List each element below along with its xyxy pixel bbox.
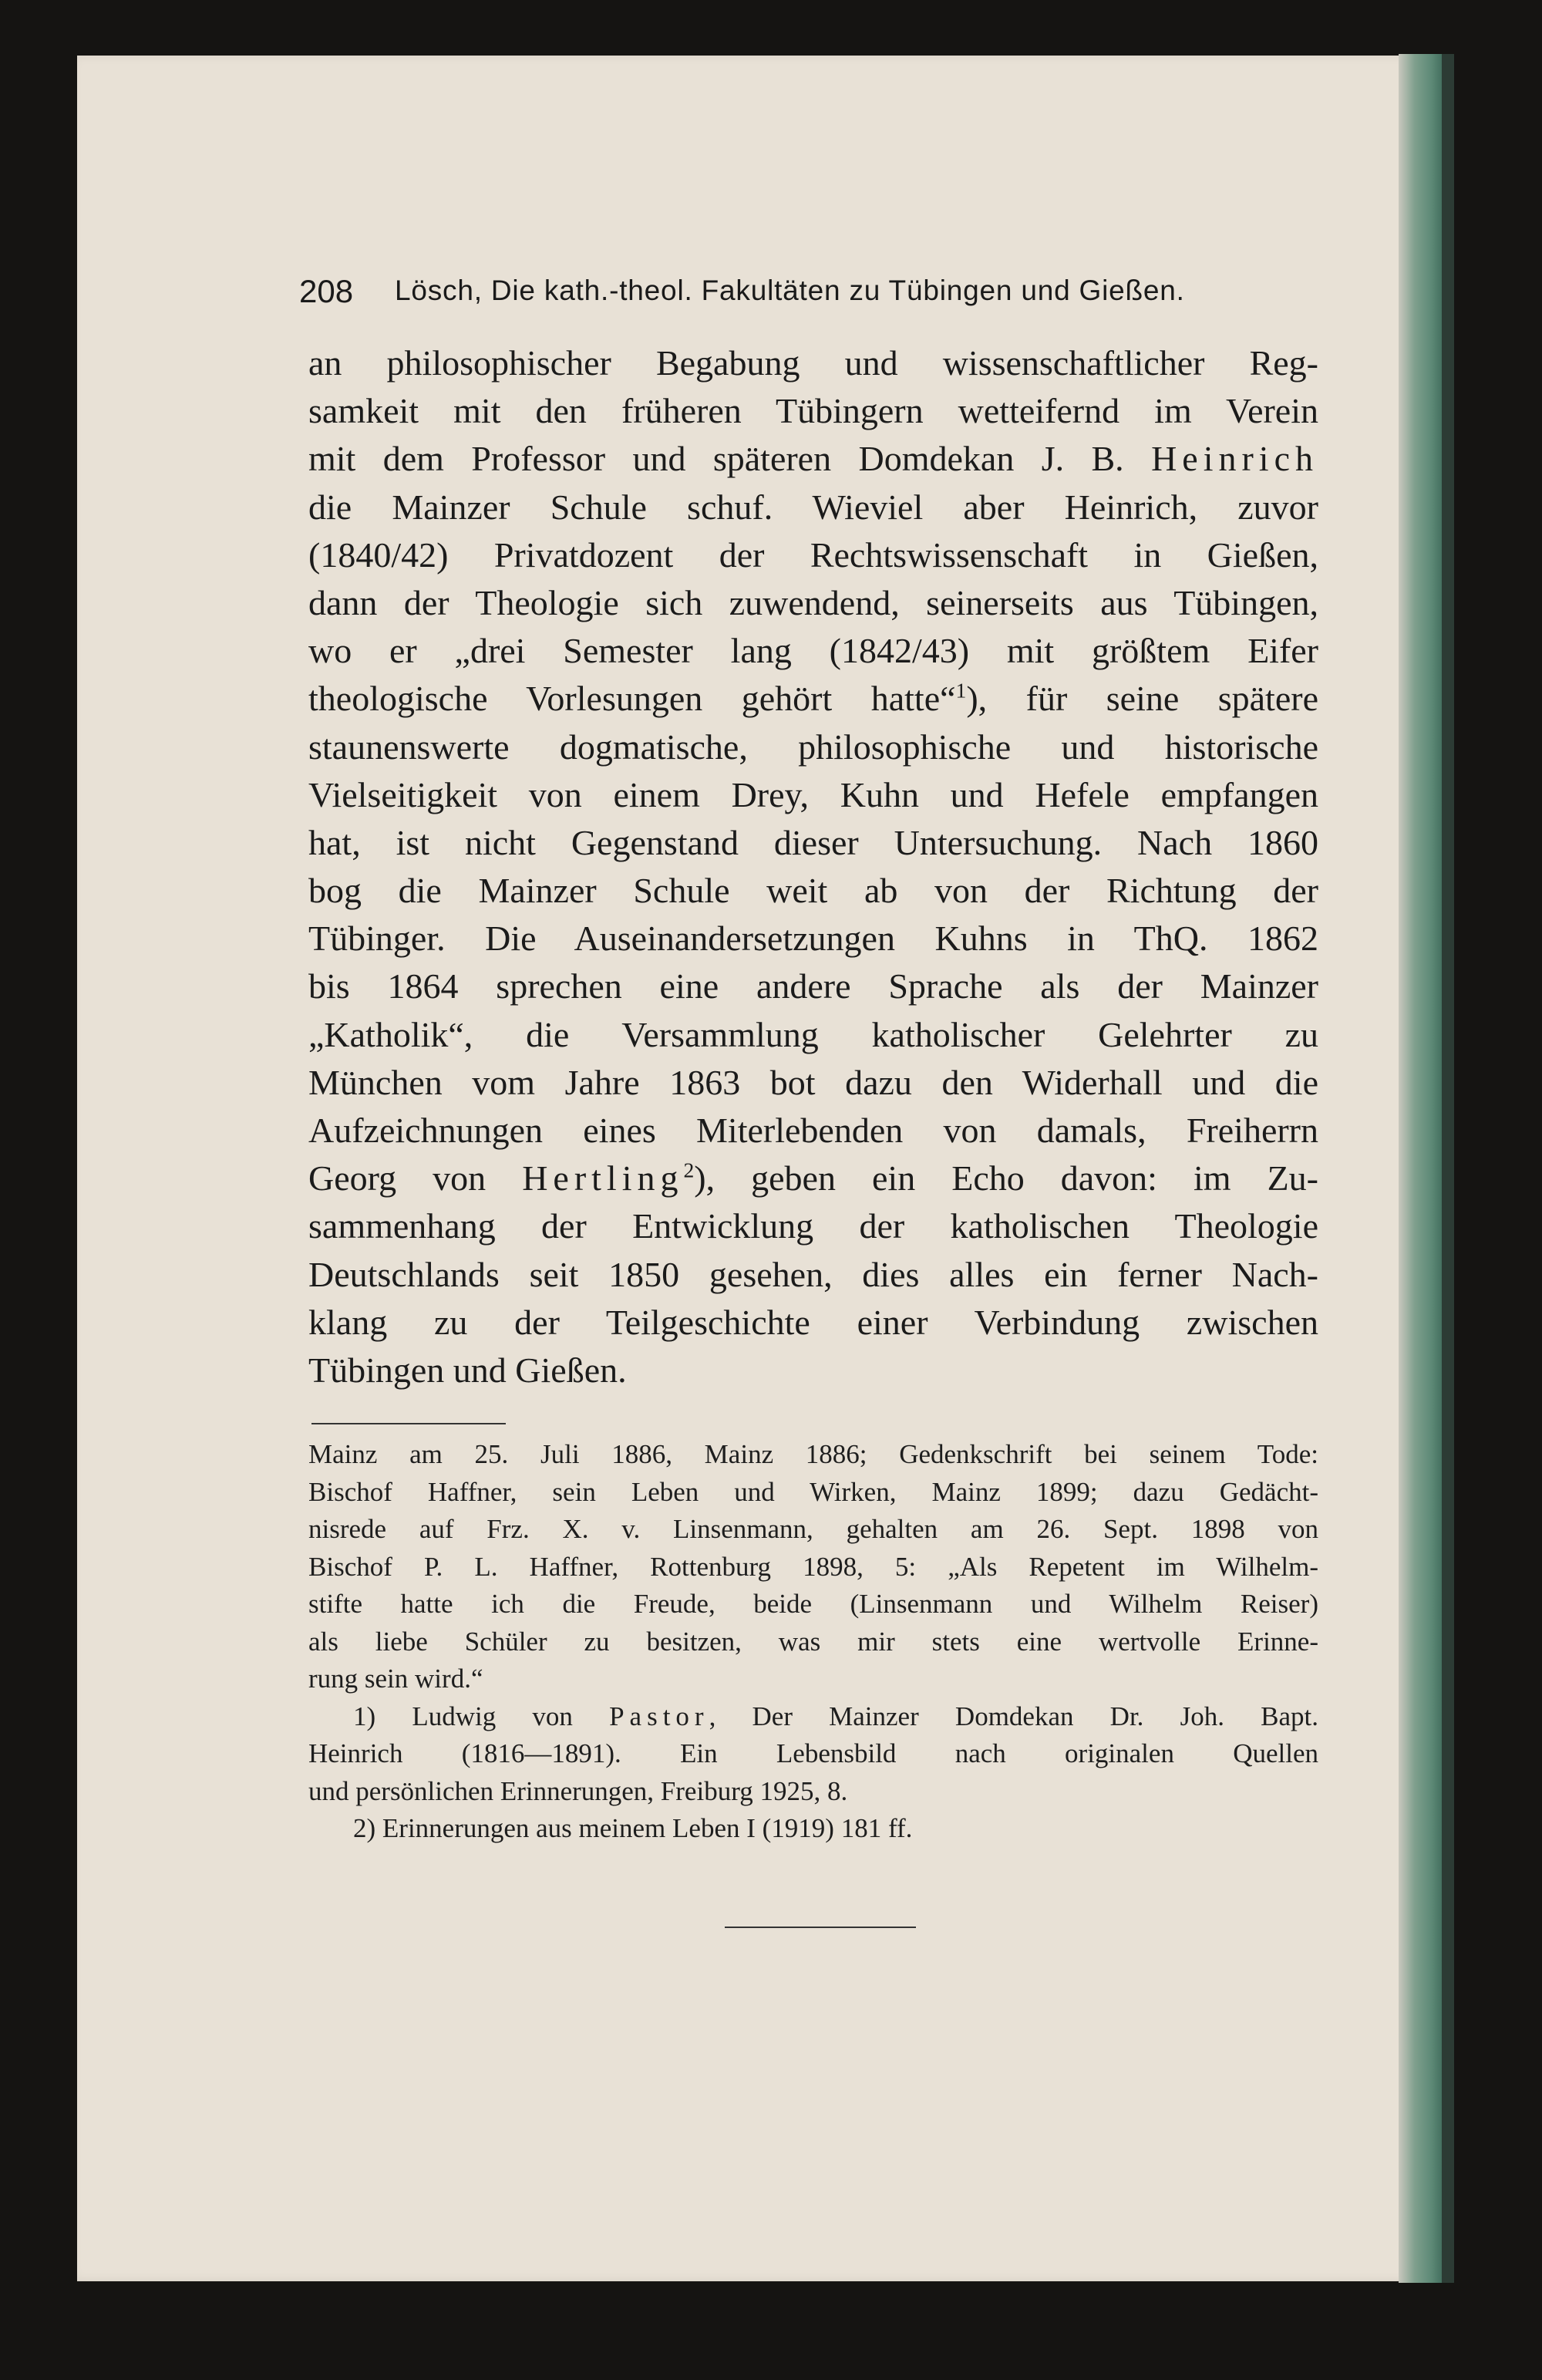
text-line: Tübinger. Die Auseinandersetzungen Kuhns in ThQ. 1862 xyxy=(308,919,1318,959)
footnotes xyxy=(308,1436,1318,1848)
footnote-line: Bischof Haffner, sein Leben und Wirken, Mainz 1899; dazu Gedächt- xyxy=(308,1476,1318,1507)
footnote-ref-2: 2 xyxy=(683,1158,695,1182)
footnote-line: stifte hatte ich die Freude, beide (Linsenmann und Wilhelm Reiser) xyxy=(308,1589,1318,1619)
page-number: 208 xyxy=(299,273,354,309)
footnote-line: Mainz am 25. Juli 1886, Mainz 1886; Gedenkschrift bei seinem Tode: xyxy=(308,1439,1318,1469)
text-line: die Mainzer Schule schuf. Wieviel aber Heinrich, zuvor xyxy=(308,487,1318,527)
footnote-1 xyxy=(308,1698,1318,1736)
footnote-line: Bischof P. L. Haffner, Rottenburg 1898, 5: „Als Repetent im Wilhelm- xyxy=(308,1551,1318,1582)
text-line: an philosophischer Begabung und wissenschaftlicher Reg- xyxy=(308,343,1318,383)
spaced-name-hertling: Hertling xyxy=(522,1158,684,1198)
text-line: hat, ist nicht Gegenstand dieser Untersuchung. Nach 1860 xyxy=(308,822,1318,862)
text-segment: , Der Mainzer Domdekan Dr. Joh. Bapt. xyxy=(709,1701,1318,1731)
text-line: Tübingen und Gießen. xyxy=(308,1350,627,1390)
text-line: „Katholik“, die Versammlung katholischer Gelehrter zu xyxy=(308,1014,1318,1054)
text-line: sammenhang der Entwicklung der katholischen Theologie xyxy=(308,1206,1318,1246)
text-line: bog die Mainzer Schule weit ab von der Richtung der xyxy=(308,871,1318,911)
footnote-2: 2) Erinnerungen aus meinem Leben I (1919) 181 ff. xyxy=(353,1813,913,1843)
text-line: Vielseitigkeit von einem Drey, Kuhn und Hefele empfangen xyxy=(308,774,1318,814)
footnote-line: als liebe Schüler zu besitzen, was mir stets eine wertvolle Erinne- xyxy=(308,1626,1318,1657)
text-segment: ), geben ein Echo davon: im Zu- xyxy=(694,1158,1318,1198)
text-segment: mit dem Professor und späteren Domdekan J. B. xyxy=(308,439,1124,479)
footnote-line: nisrede auf Frz. X. v. Linsenmann, gehalten am 26. Sept. 1898 von xyxy=(308,1514,1318,1544)
text-line xyxy=(308,435,1318,483)
footnote-line: Heinrich (1816—1891). Ein Lebensbild nach originalen Quellen xyxy=(308,1738,1318,1768)
text-line: samkeit mit den früheren Tübingern wetteifernd im Verein xyxy=(308,391,1318,431)
text-segment: 1) Ludwig von xyxy=(353,1701,573,1731)
footnote-line: und persönlichen Erinnerungen, Freiburg 1925, 8. xyxy=(308,1775,848,1806)
text-segment: theologische Vorlesungen gehört hatte“ xyxy=(308,679,956,719)
text-line: München vom Jahre 1863 bot dazu den Widerhall und die xyxy=(308,1062,1318,1102)
text-line xyxy=(308,675,1318,723)
text-line: klang zu der Teilgeschichte einer Verbindung zwischen xyxy=(308,1302,1318,1342)
text-line xyxy=(308,1155,1318,1202)
page-header xyxy=(299,271,1325,315)
running-head: Lösch, Die kath.-theol. Fakultäten zu Tübingen und Gießen. xyxy=(395,275,1185,306)
spaced-name-heinrich: Heinrich xyxy=(1151,439,1318,479)
book-spine-edge xyxy=(1442,54,1454,2283)
footnote-separator xyxy=(311,1423,506,1424)
footnote-ref-1: 1 xyxy=(955,678,967,703)
text-line: staunenswerte dogmatische, philosophische und historische xyxy=(308,726,1318,767)
text-line: (1840/42) Privatdozent der Rechtswissenschaft in Gießen, xyxy=(308,534,1318,575)
main-text xyxy=(308,339,1318,1394)
text-segment: Georg von xyxy=(308,1158,487,1198)
text-line: dann der Theologie sich zuwendend, seinerseits aus Tübingen, xyxy=(308,582,1318,622)
text-line: wo er „drei Semester lang (1842/43) mit größtem Eifer xyxy=(308,631,1318,671)
text-line: Deutschlands seit 1850 gesehen, dies alles ein ferner Nach- xyxy=(308,1254,1318,1294)
text-segment: ), für seine spätere xyxy=(966,679,1318,719)
end-separator xyxy=(725,1927,916,1928)
spaced-name-pastor: Pastor xyxy=(609,1701,709,1731)
footnote-line: rung sein wird.“ xyxy=(308,1664,483,1694)
text-line: bis 1864 sprechen eine andere Sprache als der Mainzer xyxy=(308,966,1318,1006)
text-line: Aufzeichnungen eines Miterlebenden von damals, Freiherrn xyxy=(308,1111,1318,1150)
